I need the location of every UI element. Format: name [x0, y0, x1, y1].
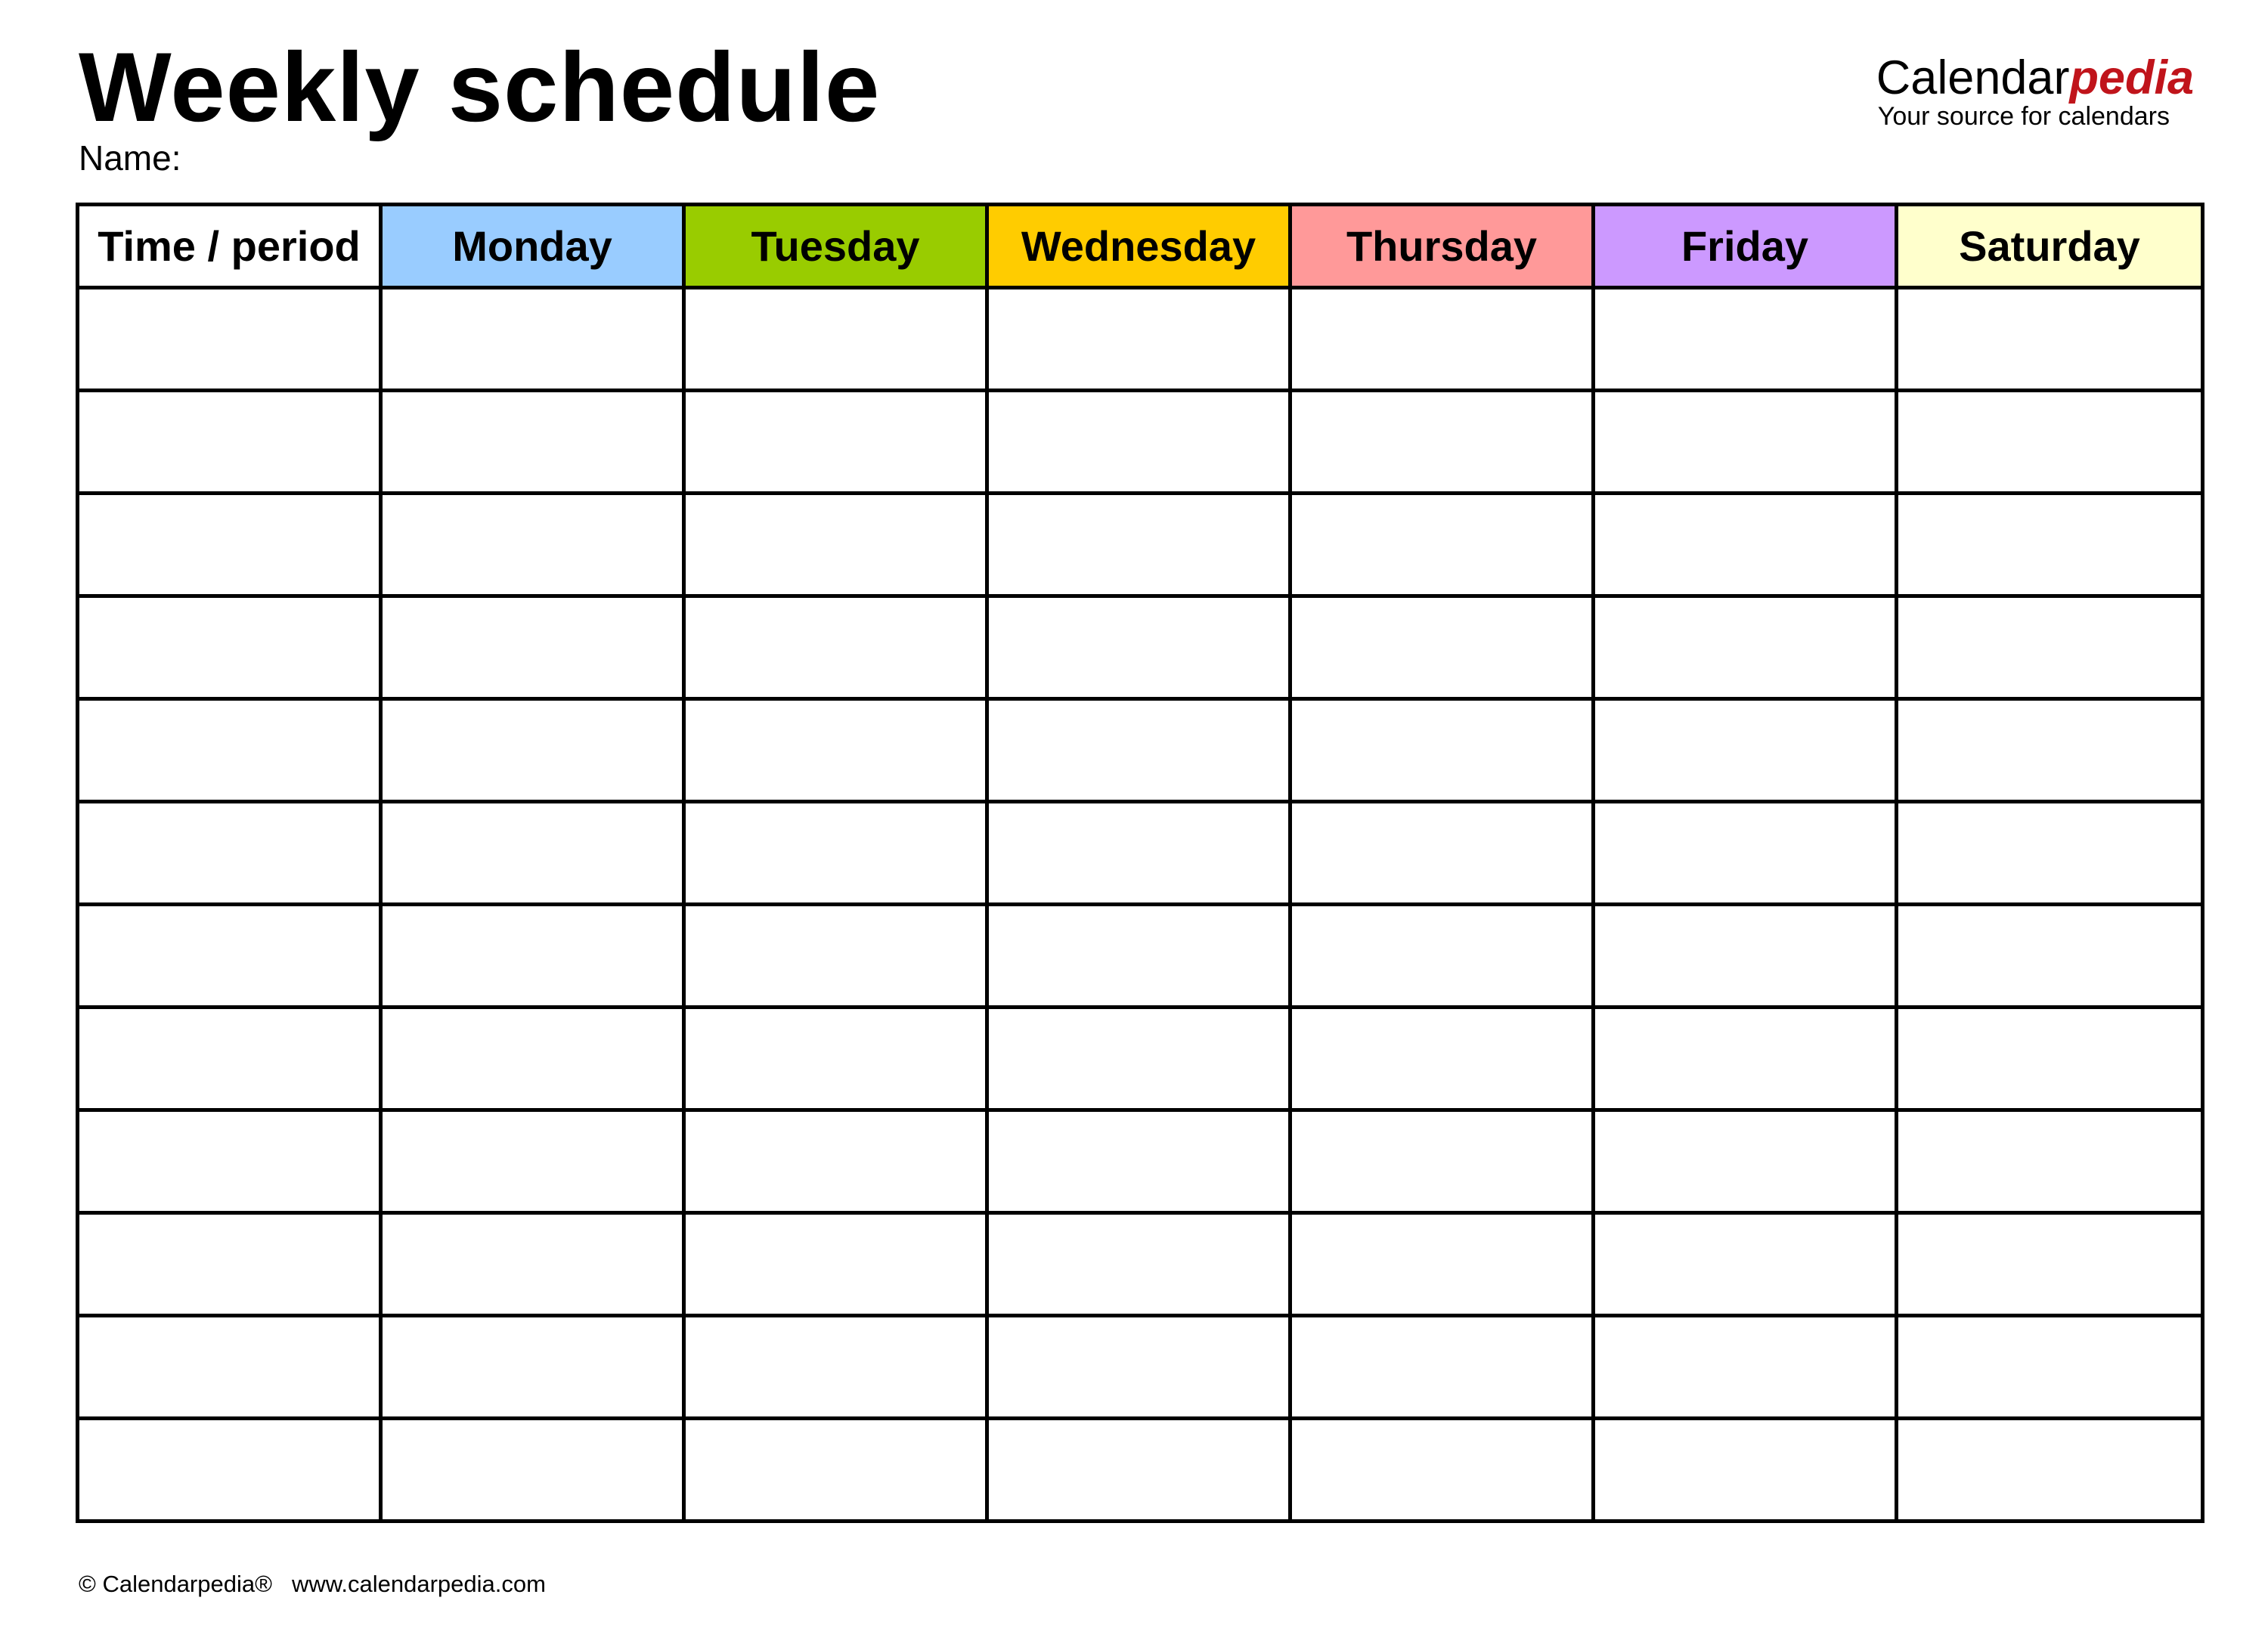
- table-row: [78, 596, 2203, 699]
- schedule-cell-friday[interactable]: [1594, 1316, 1897, 1419]
- schedule-cell-thursday[interactable]: [1290, 1419, 1594, 1522]
- schedule-cell-tuesday[interactable]: [684, 288, 987, 391]
- schedule-cell-saturday[interactable]: [1897, 288, 2203, 391]
- schedule-cell-tuesday[interactable]: [684, 802, 987, 905]
- schedule-cell-thursday[interactable]: [1290, 699, 1594, 802]
- logo-tagline: Your source for calendars: [1877, 102, 2170, 131]
- calendarpedia-logo: [1876, 51, 2194, 131]
- schedule-cell-friday[interactable]: [1594, 802, 1897, 905]
- schedule-cell-thursday[interactable]: [1290, 391, 1594, 494]
- schedule-cell-tuesday[interactable]: [684, 391, 987, 494]
- table-row: [78, 699, 2203, 802]
- schedule-cell-wednesday[interactable]: [987, 1110, 1290, 1213]
- schedule-cell-saturday[interactable]: [1897, 391, 2203, 494]
- schedule-cell-friday[interactable]: [1594, 1213, 1897, 1316]
- header-time-period: Time / period: [78, 205, 381, 288]
- schedule-cell-tuesday[interactable]: [684, 699, 987, 802]
- schedule-cell-saturday[interactable]: [1897, 802, 2203, 905]
- header-row: [78, 205, 2203, 288]
- schedule-cell-wednesday[interactable]: [987, 1213, 1290, 1316]
- schedule-cell-friday[interactable]: [1594, 905, 1897, 1008]
- schedule-cell-monday[interactable]: [381, 288, 684, 391]
- schedule-cell-saturday[interactable]: [1897, 1110, 2203, 1213]
- schedule-cell-monday[interactable]: [381, 1316, 684, 1419]
- time-period-cell[interactable]: [78, 288, 381, 391]
- table-row: [78, 494, 2203, 596]
- schedule-cell-thursday[interactable]: [1290, 1316, 1594, 1419]
- schedule-cell-monday[interactable]: [381, 1419, 684, 1522]
- header-saturday: Saturday: [1897, 205, 2203, 288]
- header-thursday: Thursday: [1290, 205, 1594, 288]
- schedule-cell-saturday[interactable]: [1897, 905, 2203, 1008]
- schedule-cell-tuesday[interactable]: [684, 596, 987, 699]
- schedule-cell-friday[interactable]: [1594, 699, 1897, 802]
- table-row: [78, 905, 2203, 1008]
- schedule-cell-thursday[interactable]: [1290, 802, 1594, 905]
- schedule-cell-thursday[interactable]: [1290, 905, 1594, 1008]
- header-wednesday: Wednesday: [987, 205, 1290, 288]
- schedule-cell-saturday[interactable]: [1897, 699, 2203, 802]
- time-period-cell[interactable]: [78, 1213, 381, 1316]
- schedule-cell-saturday[interactable]: [1897, 1008, 2203, 1110]
- table-row: [78, 802, 2203, 905]
- schedule-cell-saturday[interactable]: [1897, 1419, 2203, 1522]
- header-tuesday: Tuesday: [684, 205, 987, 288]
- schedule-cell-friday[interactable]: [1594, 494, 1897, 596]
- schedule-cell-monday[interactable]: [381, 596, 684, 699]
- page-title: Weekly schedule: [79, 32, 881, 142]
- schedule-cell-wednesday[interactable]: [987, 1316, 1290, 1419]
- schedule-cell-wednesday[interactable]: [987, 1008, 1290, 1110]
- table-row: [78, 288, 2203, 391]
- logo-accent-text: pedia: [2069, 51, 2194, 104]
- footer-url-link[interactable]: www.calendarpedia.com: [291, 1571, 546, 1597]
- time-period-cell[interactable]: [78, 1110, 381, 1213]
- table-row: [78, 1213, 2203, 1316]
- schedule-cell-friday[interactable]: [1594, 596, 1897, 699]
- logo-main-text: Calendar: [1876, 51, 2070, 104]
- schedule-cell-friday[interactable]: [1594, 391, 1897, 494]
- schedule-cell-thursday[interactable]: [1290, 1213, 1594, 1316]
- schedule-cell-tuesday[interactable]: [684, 1213, 987, 1316]
- schedule-cell-tuesday[interactable]: [684, 1008, 987, 1110]
- schedule-cell-friday[interactable]: [1594, 1419, 1897, 1522]
- schedule-cell-monday[interactable]: [381, 802, 684, 905]
- schedule-cell-wednesday[interactable]: [987, 699, 1290, 802]
- schedule-cell-saturday[interactable]: [1897, 1213, 2203, 1316]
- schedule-cell-thursday[interactable]: [1290, 1110, 1594, 1213]
- schedule-cell-friday[interactable]: [1594, 288, 1897, 391]
- schedule-cell-thursday[interactable]: [1290, 596, 1594, 699]
- schedule-cell-saturday[interactable]: [1897, 494, 2203, 596]
- schedule-cell-thursday[interactable]: [1290, 494, 1594, 596]
- schedule-cell-friday[interactable]: [1594, 1110, 1897, 1213]
- copyright-text: © Calendarpedia®: [79, 1571, 272, 1597]
- schedule-cell-thursday[interactable]: [1290, 1008, 1594, 1110]
- time-period-cell[interactable]: [78, 494, 381, 596]
- schedule-cell-wednesday[interactable]: [987, 802, 1290, 905]
- schedule-cell-monday[interactable]: [381, 1110, 684, 1213]
- time-period-cell[interactable]: [78, 391, 381, 494]
- time-period-cell[interactable]: [78, 596, 381, 699]
- footer: [79, 1572, 546, 1596]
- time-period-cell[interactable]: [78, 1008, 381, 1110]
- schedule-cell-wednesday[interactable]: [987, 494, 1290, 596]
- time-period-cell[interactable]: [78, 1419, 381, 1522]
- table-row: [78, 1008, 2203, 1110]
- table-row: [78, 391, 2203, 494]
- schedule-cell-wednesday[interactable]: [987, 1419, 1290, 1522]
- schedule-cell-friday[interactable]: [1594, 1008, 1897, 1110]
- weekly-schedule-table: [76, 203, 2204, 1523]
- schedule-cell-tuesday[interactable]: [684, 905, 987, 1008]
- time-period-cell[interactable]: [78, 699, 381, 802]
- schedule-cell-wednesday[interactable]: [987, 288, 1290, 391]
- schedule-cell-tuesday[interactable]: [684, 494, 987, 596]
- schedule-cell-wednesday[interactable]: [987, 596, 1290, 699]
- header-friday: Friday: [1594, 205, 1897, 288]
- schedule-cell-tuesday[interactable]: [684, 1110, 987, 1213]
- schedule-cell-monday[interactable]: [381, 494, 684, 596]
- schedule-cell-thursday[interactable]: [1290, 288, 1594, 391]
- logo-wordmark: [1876, 51, 2194, 104]
- schedule-cell-wednesday[interactable]: [987, 391, 1290, 494]
- schedule-cell-tuesday[interactable]: [684, 1419, 987, 1522]
- schedule-cell-monday[interactable]: [381, 391, 684, 494]
- name-label: Name:: [79, 138, 181, 178]
- table-row: [78, 1110, 2203, 1213]
- header-monday: Monday: [381, 205, 684, 288]
- schedule-cell-saturday[interactable]: [1897, 596, 2203, 699]
- table-row: [78, 1316, 2203, 1419]
- table-row: [78, 1419, 2203, 1522]
- time-period-cell[interactable]: [78, 802, 381, 905]
- time-period-cell[interactable]: [78, 1316, 381, 1419]
- schedule-cell-monday[interactable]: [381, 1213, 684, 1316]
- schedule-cell-saturday[interactable]: [1897, 1316, 2203, 1419]
- schedule-cell-tuesday[interactable]: [684, 1316, 987, 1419]
- schedule-cell-monday[interactable]: [381, 905, 684, 1008]
- schedule-cell-wednesday[interactable]: [987, 905, 1290, 1008]
- schedule-cell-monday[interactable]: [381, 1008, 684, 1110]
- time-period-cell[interactable]: [78, 905, 381, 1008]
- schedule-body: [78, 288, 2203, 1522]
- schedule-cell-monday[interactable]: [381, 699, 684, 802]
